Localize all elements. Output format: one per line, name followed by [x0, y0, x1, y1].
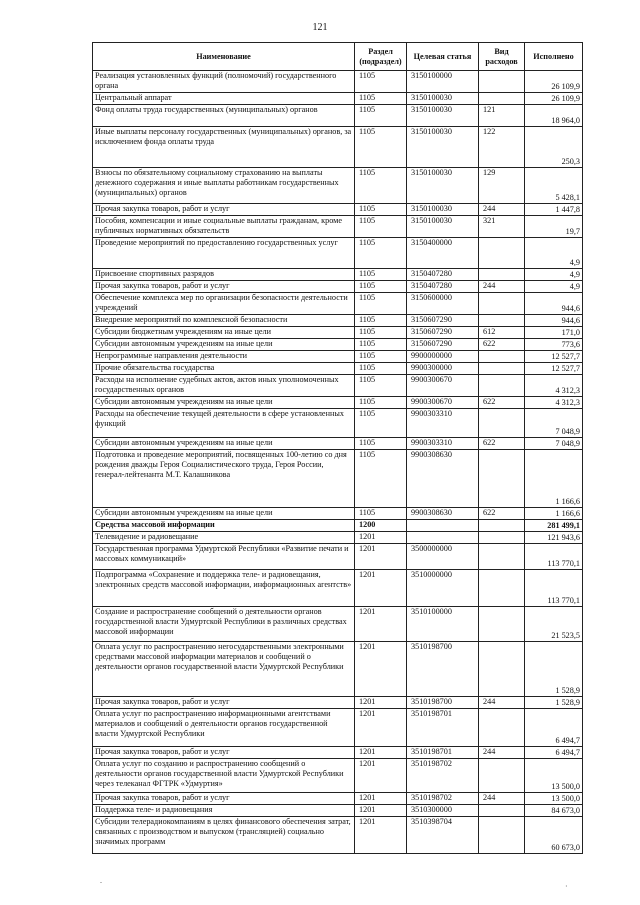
row-article-cell: 3510198700 — [407, 697, 479, 709]
header-type: Вид расходов — [479, 43, 525, 71]
row-name-cell: Прочая закупка товаров, работ и услуг — [93, 793, 355, 805]
row-type-cell — [479, 532, 525, 544]
row-section-cell: 1105 — [355, 351, 407, 363]
row-done-cell: 1 528,9 — [525, 697, 583, 709]
row-article-cell: 9900300670 — [407, 375, 479, 397]
row-done-cell: 26 109,9 — [525, 93, 583, 105]
row-section-cell: 1201 — [355, 642, 407, 697]
row-article-cell: 3510198702 — [407, 759, 479, 793]
row-type-cell: 622 — [479, 508, 525, 520]
row-done-cell: 18 964,0 — [525, 105, 583, 127]
table-row — [93, 168, 583, 204]
row-type-cell — [479, 293, 525, 315]
row-done-cell: 12 527,7 — [525, 351, 583, 363]
row-done-cell: 4,9 — [525, 238, 583, 269]
row-section-cell: 1105 — [355, 238, 407, 269]
row-type-cell: 612 — [479, 327, 525, 339]
row-section-cell: 1105 — [355, 409, 407, 438]
row-done-cell: 4 312,3 — [525, 375, 583, 397]
row-type-cell: 244 — [479, 793, 525, 805]
table-row — [93, 805, 583, 817]
row-section-cell: 1105 — [355, 93, 407, 105]
table-row — [93, 709, 583, 747]
table-row — [93, 281, 583, 293]
row-name-cell: Расходы на обеспечение текущей деятельности в сфере установленных функций — [93, 409, 355, 438]
row-name-cell: Средства массовой информации — [93, 520, 355, 532]
row-name-cell: Расходы на исполнение судебных актов, актов иных уполномоченных государственных органов — [93, 375, 355, 397]
row-name-cell: Прочая закупка товаров, работ и услуг — [93, 697, 355, 709]
row-article-cell: 3150600000 — [407, 293, 479, 315]
row-article-cell: 3150407280 — [407, 269, 479, 281]
row-done-cell: 113 770,1 — [525, 544, 583, 570]
row-done-cell: 944,6 — [525, 293, 583, 315]
row-type-cell — [479, 759, 525, 793]
row-section-cell: 1105 — [355, 375, 407, 397]
row-type-cell: 244 — [479, 281, 525, 293]
row-section-cell: 1105 — [355, 269, 407, 281]
row-name-cell: Реализация установленных функций (полномочий) государственного органа — [93, 71, 355, 93]
table-row — [93, 105, 583, 127]
row-article-cell: 3150607290 — [407, 339, 479, 351]
row-type-cell — [479, 375, 525, 397]
row-section-cell: 1201 — [355, 793, 407, 805]
row-section-cell: 1201 — [355, 544, 407, 570]
scan-dot-right: · — [565, 882, 568, 891]
row-done-cell: 4,9 — [525, 269, 583, 281]
row-type-cell: 244 — [479, 204, 525, 216]
row-section-cell: 1105 — [355, 216, 407, 238]
row-name-cell: Прочая закупка товаров, работ и услуг — [93, 747, 355, 759]
row-section-cell: 1105 — [355, 127, 407, 168]
table-row — [93, 293, 583, 315]
row-type-cell — [479, 607, 525, 642]
row-article-cell: 3510198700 — [407, 642, 479, 697]
row-section-cell: 1105 — [355, 281, 407, 293]
table-row — [93, 127, 583, 168]
row-done-cell: 7 048,9 — [525, 438, 583, 450]
table-body — [93, 71, 583, 854]
row-done-cell: 773,6 — [525, 339, 583, 351]
row-name-cell: Иные выплаты персоналу государственных (муниципальных) органов, за исключением фонда оплаты труда — [93, 127, 355, 168]
row-article-cell: 3510198701 — [407, 747, 479, 759]
table-row — [93, 315, 583, 327]
row-section-cell: 1201 — [355, 570, 407, 607]
row-name-cell: Государственная программа Удмуртской Республики «Развитие печати и массовых коммуникаций» — [93, 544, 355, 570]
table-row — [93, 450, 583, 508]
row-article-cell: 3510000000 — [407, 570, 479, 607]
row-section-cell: 1105 — [355, 339, 407, 351]
row-type-cell: 622 — [479, 339, 525, 351]
header-done: Исполнено — [525, 43, 583, 71]
table-row — [93, 607, 583, 642]
row-name-cell: Пособия, компенсации и иные социальные выплаты гражданам, кроме публичных нормативных обязательств — [93, 216, 355, 238]
row-name-cell: Телевидение и радиовещание — [93, 532, 355, 544]
row-section-cell: 1105 — [355, 105, 407, 127]
row-article-cell: 3150100030 — [407, 127, 479, 168]
row-article-cell: 9900308630 — [407, 450, 479, 508]
row-done-cell: 121 943,6 — [525, 532, 583, 544]
row-type-cell — [479, 817, 525, 854]
row-section-cell: 1105 — [355, 450, 407, 508]
row-name-cell: Центральный аппарат — [93, 93, 355, 105]
row-article-cell: 3150100030 — [407, 105, 479, 127]
row-section-cell: 1105 — [355, 438, 407, 450]
table-row — [93, 508, 583, 520]
row-article-cell: 3510100000 — [407, 607, 479, 642]
row-section-cell: 1201 — [355, 607, 407, 642]
row-section-cell: 1105 — [355, 363, 407, 375]
row-section-cell: 1105 — [355, 508, 407, 520]
row-done-cell: 6 494,7 — [525, 709, 583, 747]
row-name-cell: Оплата услуг по созданию и распространению сообщений о деятельности органов государственной власти Удмуртской Республики через телеканал ФГТРК «Удмуртия» — [93, 759, 355, 793]
row-done-cell: 4,9 — [525, 281, 583, 293]
row-section-cell: 1105 — [355, 397, 407, 409]
row-article-cell — [407, 532, 479, 544]
row-type-cell — [479, 315, 525, 327]
row-section-cell: 1201 — [355, 747, 407, 759]
row-article-cell: 3150607290 — [407, 327, 479, 339]
row-done-cell: 19,7 — [525, 216, 583, 238]
row-name-cell: Поддержка теле- и радиовещания — [93, 805, 355, 817]
row-name-cell: Обеспечение комплекса мер по организации безопасности деятельности учреждений — [93, 293, 355, 315]
row-section-cell: 1105 — [355, 168, 407, 204]
row-name-cell: Субсидии автономным учреждениям на иные цели — [93, 339, 355, 351]
row-article-cell: 9900300670 — [407, 397, 479, 409]
row-section-cell: 1201 — [355, 532, 407, 544]
table-row — [93, 747, 583, 759]
row-article-cell: 3150100030 — [407, 168, 479, 204]
row-done-cell: 21 523,5 — [525, 607, 583, 642]
row-name-cell: Прочая закупка товаров, работ и услуг — [93, 204, 355, 216]
table-row — [93, 697, 583, 709]
header-name: Наименование — [93, 43, 355, 71]
table-row — [93, 397, 583, 409]
row-name-cell: Проведение мероприятий по предоставлению государственных услуг — [93, 238, 355, 269]
row-name-cell: Присвоение спортивных разрядов — [93, 269, 355, 281]
row-name-cell: Внедрение мероприятий по комплексной безопасности — [93, 315, 355, 327]
row-done-cell: 60 673,0 — [525, 817, 583, 854]
table-header-row — [93, 43, 583, 71]
table-row — [93, 544, 583, 570]
row-type-cell: 622 — [479, 438, 525, 450]
table-row — [93, 642, 583, 697]
row-type-cell — [479, 709, 525, 747]
row-type-cell: 244 — [479, 747, 525, 759]
scan-dot-left: . — [100, 876, 102, 885]
row-section-cell: 1201 — [355, 697, 407, 709]
row-section-cell: 1201 — [355, 759, 407, 793]
table-row — [93, 570, 583, 607]
row-section-cell: 1105 — [355, 293, 407, 315]
row-done-cell: 113 770,1 — [525, 570, 583, 607]
row-type-cell — [479, 570, 525, 607]
row-name-cell: Субсидии автономным учреждениям на иные цели — [93, 397, 355, 409]
row-article-cell: 3150100030 — [407, 216, 479, 238]
row-article-cell: 9900303310 — [407, 438, 479, 450]
row-article-cell: 3150607290 — [407, 315, 479, 327]
table-row — [93, 269, 583, 281]
row-done-cell: 1 528,9 — [525, 642, 583, 697]
budget-table — [92, 42, 583, 854]
row-name-cell: Непрограммные направления деятельности — [93, 351, 355, 363]
row-name-cell: Субсидии автономным учреждениям на иные цели — [93, 438, 355, 450]
row-name-cell: Субсидии телерадиокомпаниям в целях финансового обеспечения затрат, связанных с производством и выпуском (трансляцией) социально значимых программ — [93, 817, 355, 854]
row-done-cell: 13 500,0 — [525, 759, 583, 793]
row-name-cell: Фонд оплаты труда государственных (муниципальных) органов — [93, 105, 355, 127]
row-type-cell — [479, 805, 525, 817]
row-done-cell: 250,3 — [525, 127, 583, 168]
table-row — [93, 93, 583, 105]
row-name-cell: Субсидии автономным учреждениям на иные цели — [93, 508, 355, 520]
row-done-cell: 84 673,0 — [525, 805, 583, 817]
table-row — [93, 339, 583, 351]
table-row — [93, 375, 583, 397]
row-type-cell — [479, 520, 525, 532]
row-type-cell: 321 — [479, 216, 525, 238]
row-section-cell: 1200 — [355, 520, 407, 532]
row-type-cell — [479, 351, 525, 363]
row-type-cell — [479, 269, 525, 281]
row-article-cell: 3510198701 — [407, 709, 479, 747]
row-done-cell: 26 109,9 — [525, 71, 583, 93]
row-done-cell: 944,6 — [525, 315, 583, 327]
row-article-cell: 9900300000 — [407, 363, 479, 375]
row-done-cell: 1 166,6 — [525, 450, 583, 508]
row-type-cell: 622 — [479, 397, 525, 409]
row-article-cell: 3150407280 — [407, 281, 479, 293]
row-article-cell: 3150400000 — [407, 238, 479, 269]
row-section-cell: 1201 — [355, 709, 407, 747]
table-row — [93, 204, 583, 216]
row-type-cell: 244 — [479, 697, 525, 709]
table-row — [93, 363, 583, 375]
page-number: 121 — [312, 22, 328, 33]
row-type-cell — [479, 642, 525, 697]
table-row — [93, 438, 583, 450]
row-done-cell: 281 499,1 — [525, 520, 583, 532]
row-done-cell: 6 494,7 — [525, 747, 583, 759]
row-name-cell: Прочая закупка товаров, работ и услуг — [93, 281, 355, 293]
row-article-cell: 9900000000 — [407, 351, 479, 363]
row-type-cell: 129 — [479, 168, 525, 204]
row-type-cell — [479, 544, 525, 570]
row-article-cell: 3510300000 — [407, 805, 479, 817]
row-done-cell: 13 500,0 — [525, 793, 583, 805]
row-done-cell: 1 447,8 — [525, 204, 583, 216]
row-type-cell — [479, 71, 525, 93]
row-name-cell: Подготовка и проведение мероприятий, посвященных 100-летию со дня рождения дважды Героя Социалистического труда, Героя России, генерал-лейтенанта М.Т. Калашникова — [93, 450, 355, 508]
table-row — [93, 817, 583, 854]
row-name-cell: Прочие обязательства государства — [93, 363, 355, 375]
row-type-cell — [479, 450, 525, 508]
row-article-cell: 3150100000 — [407, 71, 479, 93]
row-article-cell: 3150100030 — [407, 204, 479, 216]
table-row — [93, 327, 583, 339]
table-row — [93, 409, 583, 438]
table-row — [93, 520, 583, 532]
row-section-cell: 1201 — [355, 805, 407, 817]
header-article: Целевая статья — [407, 43, 479, 71]
row-name-cell: Подпрограмма «Сохранение и поддержка теле- и радиовещания, электронных средств массовой информации, информационных агентств» — [93, 570, 355, 607]
row-article-cell: 3150100030 — [407, 93, 479, 105]
row-name-cell: Оплата услуг по распространению информационными агентствами материалов и сообщений о деятельности органов государственной власти Удмуртской Республики — [93, 709, 355, 747]
row-done-cell: 4 312,3 — [525, 397, 583, 409]
table-row — [93, 216, 583, 238]
row-name-cell: Взносы по обязательному социальному страхованию на выплаты денежного содержания и иные выплаты работникам государственных (муниципальных) органов — [93, 168, 355, 204]
row-article-cell: 9900303310 — [407, 409, 479, 438]
row-name-cell: Создание и распространение сообщений о деятельности органов государственной власти Удмуртской Республики в различных средствах массовой информации — [93, 607, 355, 642]
row-section-cell: 1201 — [355, 817, 407, 854]
row-type-cell — [479, 93, 525, 105]
row-type-cell — [479, 238, 525, 269]
row-type-cell: 121 — [479, 105, 525, 127]
row-section-cell: 1105 — [355, 315, 407, 327]
row-done-cell: 171,0 — [525, 327, 583, 339]
table-row — [93, 532, 583, 544]
row-done-cell: 7 048,9 — [525, 409, 583, 438]
row-section-cell: 1105 — [355, 71, 407, 93]
row-done-cell: 5 428,1 — [525, 168, 583, 204]
row-type-cell — [479, 409, 525, 438]
table-row — [93, 759, 583, 793]
table-row — [93, 71, 583, 93]
row-type-cell: 122 — [479, 127, 525, 168]
row-section-cell: 1105 — [355, 204, 407, 216]
row-done-cell: 12 527,7 — [525, 363, 583, 375]
table-row — [93, 238, 583, 269]
header-section: Раздел (подраздел) — [355, 43, 407, 71]
row-article-cell: 9900308630 — [407, 508, 479, 520]
table-row — [93, 793, 583, 805]
table-row — [93, 351, 583, 363]
row-article-cell: 3510398704 — [407, 817, 479, 854]
row-section-cell: 1105 — [355, 327, 407, 339]
row-done-cell: 1 166,6 — [525, 508, 583, 520]
row-article-cell: 3500000000 — [407, 544, 479, 570]
row-name-cell: Субсидии бюджетным учреждениям на иные цели — [93, 327, 355, 339]
row-name-cell: Оплата услуг по распространению негосударственными электронными средствами массовой информации материалов и сообщений о деятельности органов государственной власти Удмуртской Республики — [93, 642, 355, 697]
row-type-cell — [479, 363, 525, 375]
row-article-cell — [407, 520, 479, 532]
row-article-cell: 3510198702 — [407, 793, 479, 805]
